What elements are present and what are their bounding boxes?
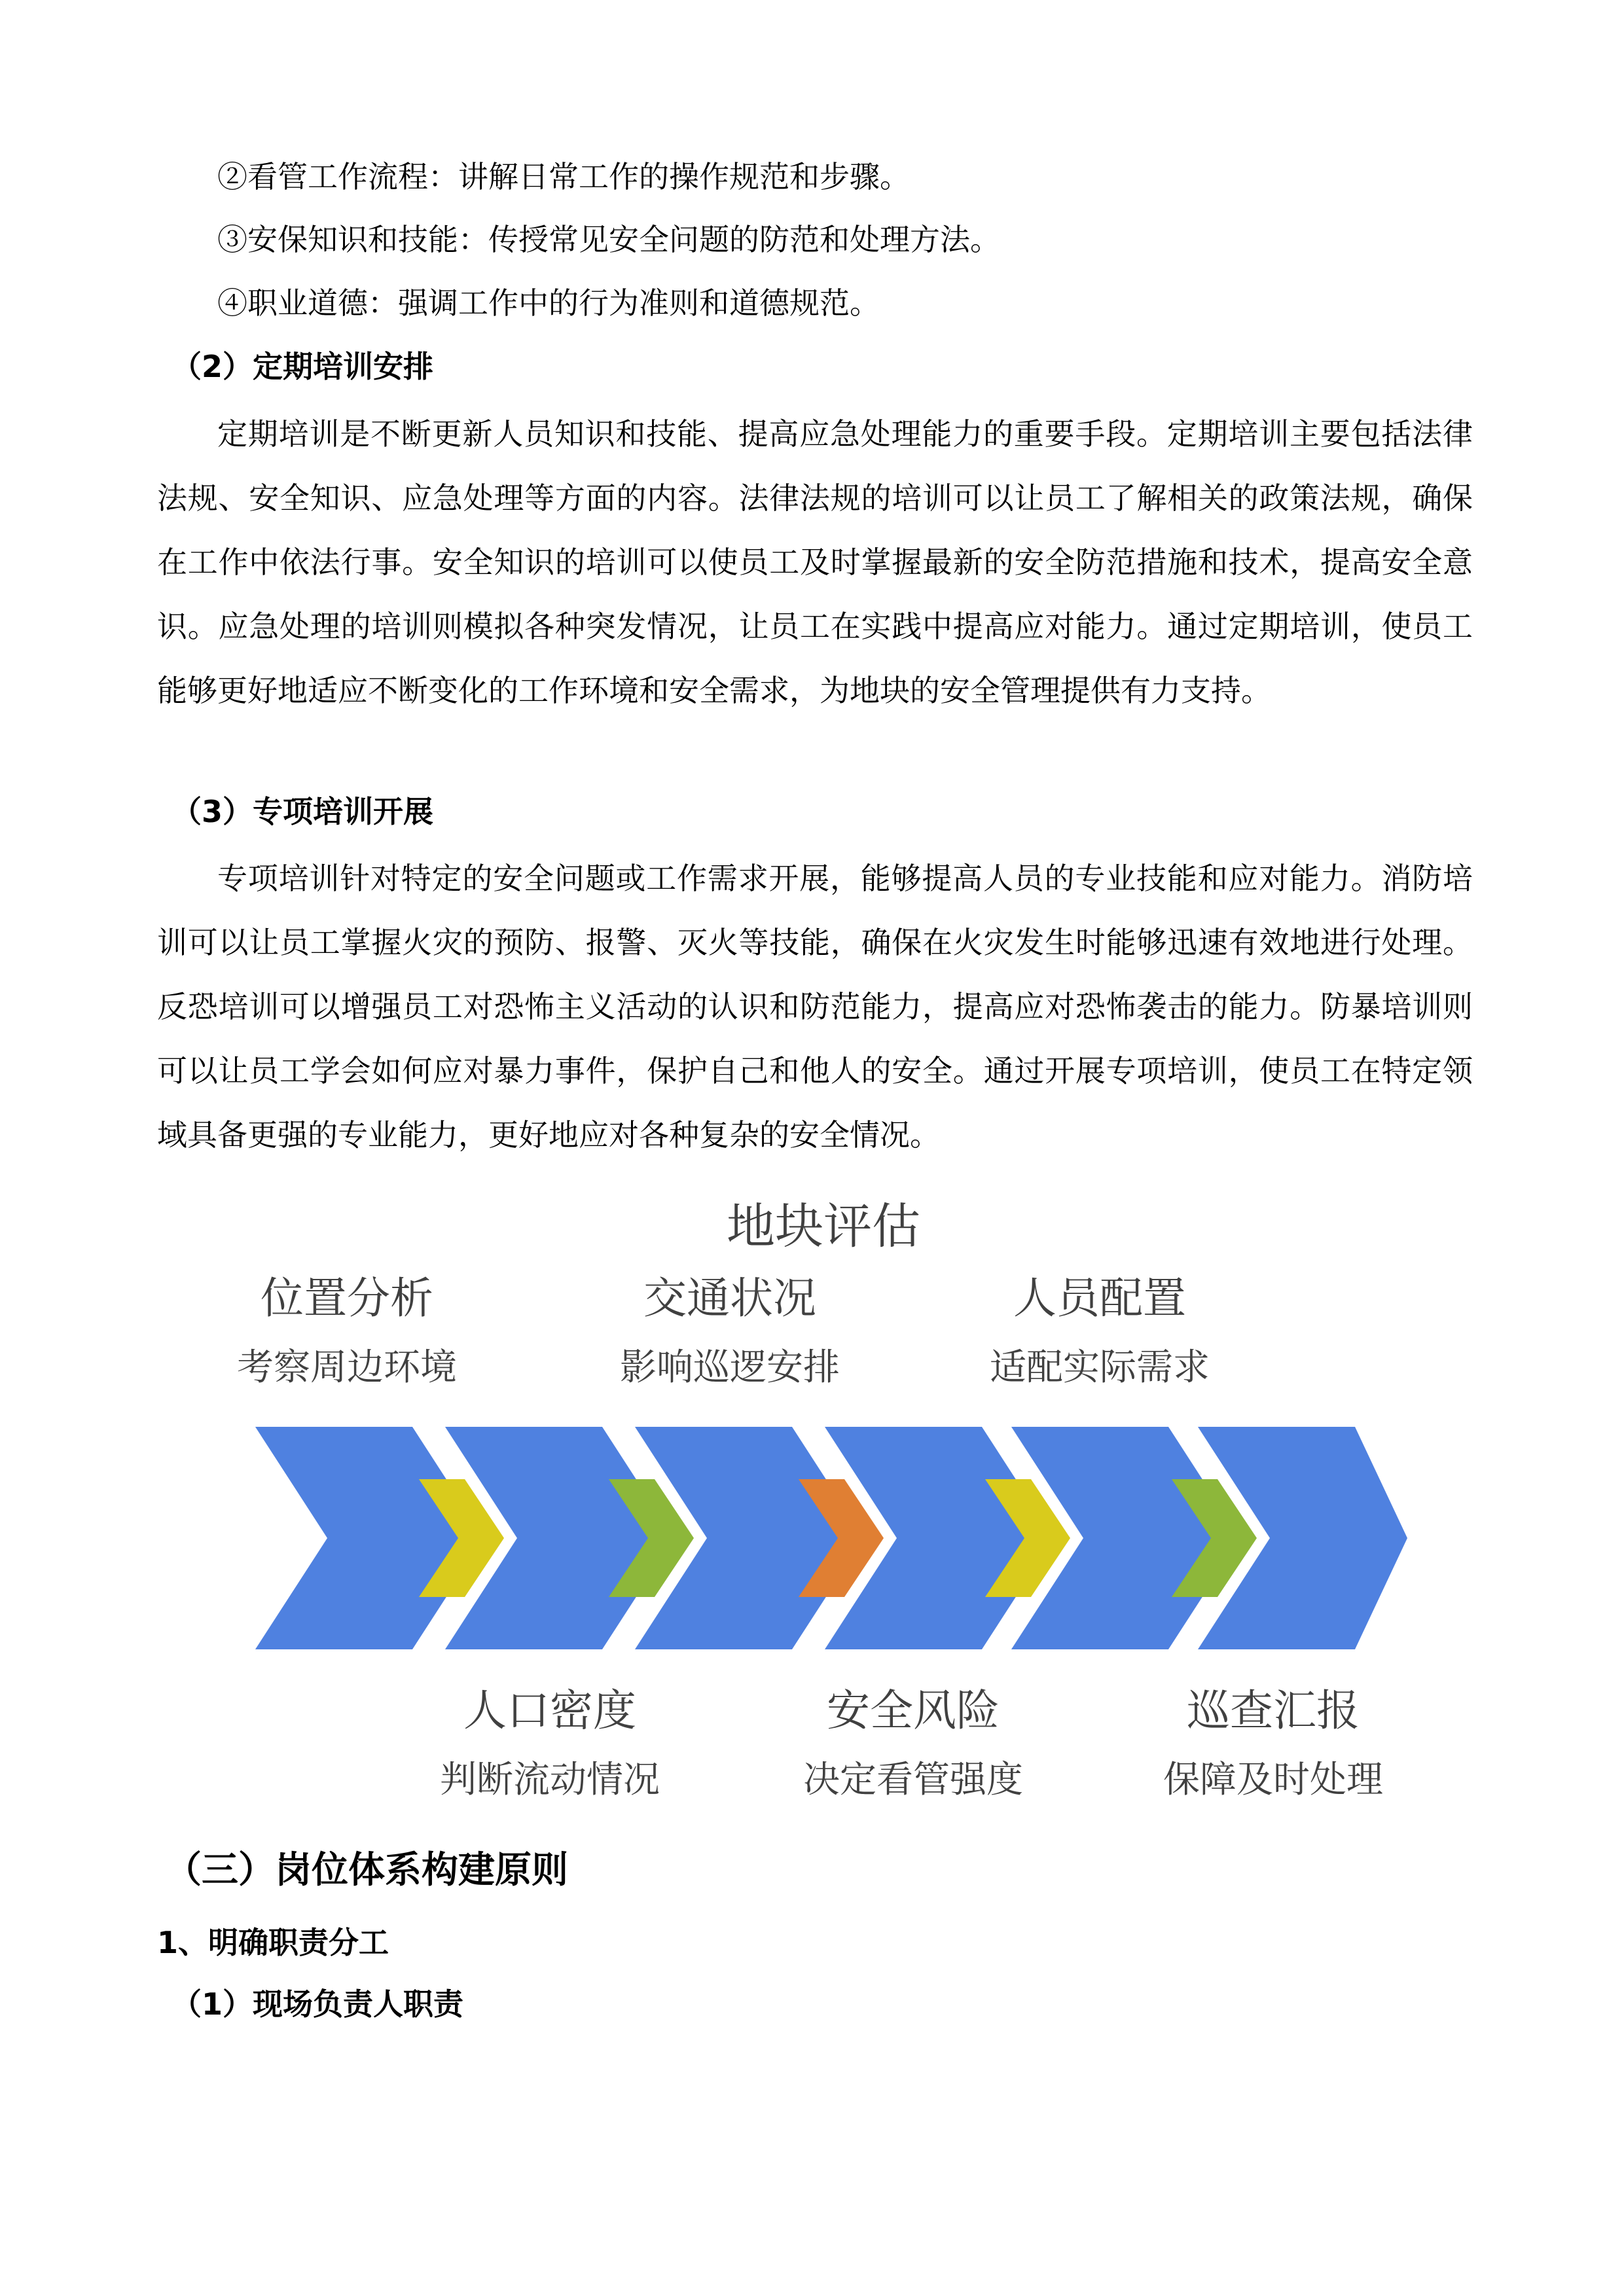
diagram-sublabel-inspection: 保障及时处理	[1163, 1759, 1383, 1801]
subsection-heading-site-leader: （1）现场负责人职责	[171, 1986, 464, 2022]
list-item-workflow: ②看管工作流程：讲解日常工作的操作规范和步骤。	[217, 159, 910, 194]
list-item-security-skills: ③安保知识和技能：传授常见安全问题的防范和处理方法。	[217, 222, 1000, 257]
chapter-heading: （三）岗位体系构建原则	[165, 1849, 568, 1892]
diagram-title: 地块评估	[727, 1198, 920, 1255]
process-flow-diagram	[249, 1420, 1414, 1656]
diagram-sublabel-population: 判断流动情况	[440, 1759, 660, 1801]
diagram-sublabel-traffic: 影响巡逻安排	[620, 1346, 840, 1389]
section-heading-special-training: （3）专项培训开展	[171, 794, 434, 829]
diagram-sublabel-staffing: 适配实际需求	[990, 1346, 1210, 1389]
blue-chevron-1	[255, 1427, 484, 1649]
diagram-label-staffing: 人员配置	[1013, 1273, 1186, 1323]
diagram-label-traffic: 交通状况	[643, 1273, 816, 1323]
subsection-heading-duties: 1、明确职责分工	[157, 1925, 389, 1960]
diagram-sublabel-risk: 决定看管强度	[803, 1759, 1023, 1801]
diagram-label-location: 位置分析	[261, 1273, 433, 1323]
diagram-label-risk: 安全风险	[827, 1685, 1000, 1736]
paragraph-special-training: 专项培训针对特定的安全问题或工作需求开展，能够提高人员的专业技能和应对能力。消防培训可以让员工掌握火灾的预防、报警、灭火等技能，确保在火灾发生时能够迅速有效地进行处理。反恐培训可以增强员工对恐怖主义活动的认识和防范能力，提高应对恐怖袭击的能力。防暴培训则可以让员工学会如何应对暴力事件，保护自己和他人的安全。通过开展专项培训，使员工在特定领域具备更强的专业能力，更好地应对各种复杂的安全情况。	[157, 861, 1473, 1153]
section-heading-regular-training: （2）定期培训安排	[171, 349, 434, 384]
paragraph-regular-training: 定期培训是不断更新人员知识和技能、提高应急处理能力的重要手段。定期培训主要包括法律法规、安全知识、应急处理等方面的内容。法律法规的培训可以让员工了解相关的政策法规，确保在工作中依法行事。安全知识的培训可以使员工及时掌握最新的安全防范措施和技术，提高安全意识。应急处理的培训则模拟各种突发情况，让员工在实践中提高应对能力。通过定期培训，使员工能够更好地适应不断变化的工作环境和安全需求，为地块的安全管理提供有力支持。	[157, 416, 1473, 708]
list-item-ethics: ④职业道德：强调工作中的行为准则和道德规范。	[217, 285, 880, 321]
diagram-sublabel-location: 考察周边环境	[237, 1346, 457, 1389]
diagram-label-inspection: 巡查汇报	[1187, 1685, 1360, 1736]
diagram-label-population: 人口密度	[463, 1685, 636, 1736]
